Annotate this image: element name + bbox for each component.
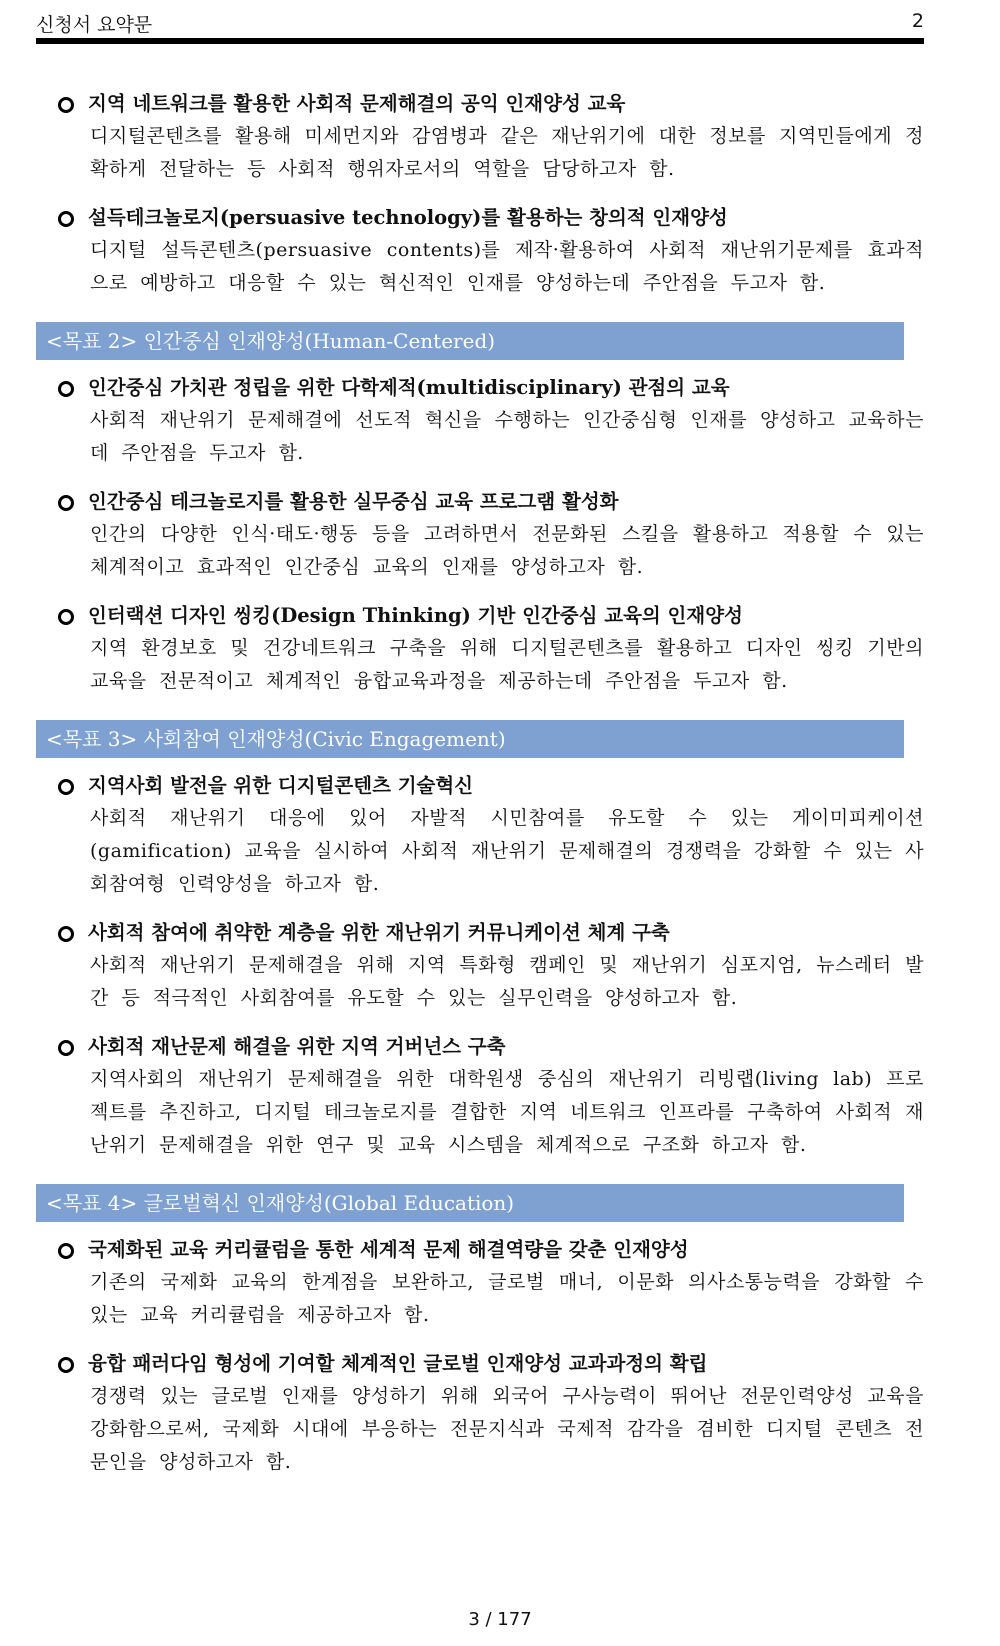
- circle-bullet-icon: [58, 211, 74, 227]
- page-footer: [0, 1609, 1000, 1630]
- item-body: 지역사회의 재난위기 문제해결을 위한 대학원생 중심의 재난위기 리빙랩(living lab) 프로젝트를 추진하고, 디지털 테크놀로지를 결합한 지역 네트워크 인프라를 구축하여 사회적 재난위기 문제해결을 위한 연구 및 교육 시스템을 체계적으로 구조화 하고자 함.: [90, 1068, 924, 1156]
- circle-bullet-icon: [58, 926, 74, 942]
- section-header-goal-3: <목표 3> 사회참여 인재양성(Civic Engagement): [36, 720, 904, 758]
- circle-bullet-icon: [58, 495, 74, 511]
- item-body: 디지털 설득콘텐츠(persuasive contents)를 제작·활용하여 사회적 재난위기문제를 효과적으로 예방하고 대응할 수 있는 혁신적인 인재를 양성하는데 주안점을 두고자 함.: [90, 239, 924, 294]
- list-item: [36, 600, 924, 698]
- item-title: 지역 네트워크를 활용한 사회적 문제해결의 공익 인재양성 교육: [88, 92, 626, 115]
- list-item: [36, 1031, 924, 1162]
- page-indicator: 3 / 177: [468, 1609, 532, 1630]
- list-item: [36, 917, 924, 1015]
- circle-bullet-icon: [58, 609, 74, 625]
- list-item: [36, 202, 924, 300]
- circle-bullet-icon: [58, 1040, 74, 1056]
- header-rule: [36, 38, 924, 44]
- section-header-goal-4: <목표 4> 글로벌혁신 인재양성(Global Education): [36, 1184, 904, 1222]
- item-body: 사회적 재난위기 문제해결에 선도적 혁신을 수행하는 인간중심형 인재를 양성하고 교육하는데 주안점을 두고자 함.: [90, 409, 924, 464]
- item-title: 지역사회 발전을 위한 디지털콘텐츠 기술혁신: [88, 774, 474, 797]
- item-body: 디지털콘텐츠를 활용해 미세먼지와 감염병과 같은 재난위기에 대한 정보를 지역민들에게 정확하게 전달하는 등 사회적 행위자로서의 역할을 담당하고자 함.: [90, 125, 924, 180]
- circle-bullet-icon: [58, 1243, 74, 1259]
- item-title: 설득테크놀로지(persuasive technology)를 활용하는 창의적 인재양성: [88, 206, 728, 229]
- circle-bullet-icon: [58, 1357, 74, 1373]
- item-title: 인간중심 가치관 정립을 위한 다학제적(multidisciplinary) 관점의 교육: [88, 376, 730, 399]
- item-title: 사회적 재난문제 해결을 위한 지역 거버넌스 구축: [88, 1035, 506, 1058]
- item-body: 지역 환경보호 및 건강네트워크 구축을 위해 디지털콘텐츠를 활용하고 디자인 씽킹 기반의 교육을 전문적이고 체계적인 융합교육과정을 제공하는데 주안점을 두고자 함.: [90, 637, 924, 692]
- circle-bullet-icon: [58, 381, 74, 397]
- item-title: 융합 패러다임 형성에 기여할 체계적인 글로벌 인재양성 교과과정의 확립: [88, 1352, 708, 1375]
- header-page-number: 2: [911, 10, 924, 32]
- list-item: [36, 1234, 924, 1332]
- list-item: [36, 486, 924, 584]
- item-body: 사회적 재난위기 문제해결을 위해 지역 특화형 캠페인 및 재난위기 심포지엄, 뉴스레터 발간 등 적극적인 사회참여를 유도할 수 있는 실무인력을 양성하고자 함.: [90, 954, 924, 1009]
- list-item: [36, 372, 924, 470]
- item-body: 경쟁력 있는 글로벌 인재를 양성하기 위해 외국어 구사능력이 뛰어난 전문인력양성 교육을 강화함으로써, 국제화 시대에 부응하는 전문지식과 국제적 감각을 겸비한 디지털 콘텐츠 전문인을 양성하고자 함.: [90, 1385, 924, 1473]
- item-body: 인간의 다양한 인식·태도·행동 등을 고려하면서 전문화된 스킬을 활용하고 적용할 수 있는 체계적이고 효과적인 인간중심 교육의 인재를 양성하고자 함.: [90, 523, 924, 578]
- document-body: [36, 88, 924, 1495]
- list-item: [36, 88, 924, 186]
- item-body: 기존의 국제화 교육의 한계점을 보완하고, 글로벌 매너, 이문화 의사소통능력을 강화할 수 있는 교육 커리큘럼을 제공하고자 함.: [90, 1271, 924, 1326]
- document-title: 신청서 요약문: [36, 14, 153, 36]
- item-title: 국제화된 교육 커리큘럼을 통한 세계적 문제 해결역량을 갖춘 인재양성: [88, 1238, 689, 1261]
- list-item: [36, 770, 924, 901]
- circle-bullet-icon: [58, 97, 74, 113]
- list-item: [36, 1348, 924, 1479]
- item-title: 인터랙션 디자인 씽킹(Design Thinking) 기반 인간중심 교육의 인재양성: [88, 604, 743, 627]
- item-title: 사회적 참여에 취약한 계층을 위한 재난위기 커뮤니케이션 체계 구축: [88, 921, 670, 944]
- item-title: 인간중심 테크놀로지를 활용한 실무중심 교육 프로그램 활성화: [88, 490, 619, 513]
- item-body: 사회적 재난위기 대응에 있어 자발적 시민참여를 유도할 수 있는 게이미피케이션(gamification) 교육을 실시하여 사회적 재난위기 문제해결의 경쟁력을 강화할 수 있는 사회참여형 인력양성을 하고자 함.: [90, 807, 924, 895]
- page-header: [36, 6, 924, 38]
- circle-bullet-icon: [58, 779, 74, 795]
- section-header-goal-2: <목표 2> 인간중심 인재양성(Human-Centered): [36, 322, 904, 360]
